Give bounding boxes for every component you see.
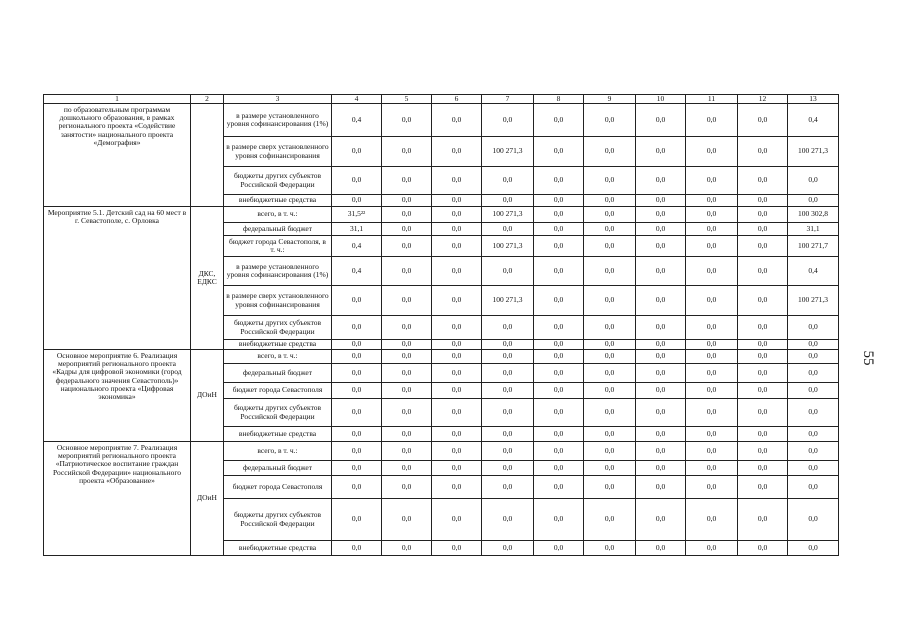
value-cell: 0,0 xyxy=(788,350,839,364)
table-row xyxy=(44,442,839,461)
value-cell: 0,0 xyxy=(534,541,584,556)
value-cell: 0,0 xyxy=(432,316,482,340)
value-cell: 0,0 xyxy=(482,461,534,476)
value-cell: 0,0 xyxy=(332,316,382,340)
value-cell: 0,0 xyxy=(584,461,636,476)
value-cell: 0,0 xyxy=(636,104,686,137)
value-cell: 0,4 xyxy=(332,236,382,257)
value-cell: 0,4 xyxy=(332,257,382,286)
value-cell: 0,0 xyxy=(636,340,686,350)
value-cell: 0,0 xyxy=(534,223,584,236)
value-cell: 0,0 xyxy=(686,236,738,257)
value-cell: 0,0 xyxy=(584,476,636,499)
value-cell: 0,0 xyxy=(332,442,382,461)
responsible-executor: ДКС, ЕДКС xyxy=(191,207,224,350)
value-cell: 0,0 xyxy=(534,383,584,399)
value-cell: 0,0 xyxy=(432,340,482,350)
value-cell: 0,0 xyxy=(636,476,686,499)
value-cell: 0,0 xyxy=(534,364,584,383)
value-cell: 0,0 xyxy=(686,137,738,167)
value-cell: 0,0 xyxy=(584,286,636,316)
value-cell: 0,0 xyxy=(482,350,534,364)
value-cell: 0,0 xyxy=(382,427,432,442)
value-cell: 0,0 xyxy=(332,195,382,207)
value-cell: 0,0 xyxy=(482,104,534,137)
value-cell: 0,0 xyxy=(534,316,584,340)
value-cell: 0,0 xyxy=(382,104,432,137)
value-cell: 0,0 xyxy=(686,383,738,399)
activity-name: Основное мероприятие 7. Реализация мероприятий регионального проекта «Патриотическое воспитание граждан Российской Федерации» национального проекта «Образование» xyxy=(44,442,191,556)
value-cell: 0,0 xyxy=(534,399,584,427)
value-cell: 0,0 xyxy=(686,461,738,476)
value-cell: 0,0 xyxy=(584,442,636,461)
value-cell: 0,0 xyxy=(432,104,482,137)
funding-source: всего, в т. ч.: xyxy=(224,207,332,223)
value-cell: 0,0 xyxy=(738,104,788,137)
value-cell: 0,0 xyxy=(636,383,686,399)
funding-source: в размере установленного уровня софинансирования (1%) xyxy=(224,104,332,137)
funding-source: бюджет города Севастополя xyxy=(224,476,332,499)
value-cell: 0,0 xyxy=(432,399,482,427)
value-cell: 0,0 xyxy=(382,257,432,286)
value-cell: 0,0 xyxy=(432,364,482,383)
funding-source: внебюджетные средства xyxy=(224,427,332,442)
value-cell: 0,0 xyxy=(584,223,636,236)
value-cell: 0,0 xyxy=(382,350,432,364)
value-cell: 0,0 xyxy=(382,236,432,257)
value-cell: 0,0 xyxy=(482,167,534,195)
value-cell: 0,0 xyxy=(432,223,482,236)
value-cell: 0,0 xyxy=(738,316,788,340)
value-cell: 0,0 xyxy=(788,195,839,207)
funding-source: бюджеты других субъектов Российской Федерации xyxy=(224,399,332,427)
value-cell: 0,0 xyxy=(432,207,482,223)
value-cell: 0,0 xyxy=(432,350,482,364)
value-cell: 0,0 xyxy=(636,316,686,340)
funding-source: всего, в т. ч.: xyxy=(224,350,332,364)
value-cell: 0,0 xyxy=(382,476,432,499)
value-cell: 0,0 xyxy=(686,316,738,340)
header-cell: 8 xyxy=(534,95,584,104)
value-cell: 0,0 xyxy=(332,541,382,556)
value-cell: 100 302,8 xyxy=(788,207,839,223)
value-cell: 0,0 xyxy=(738,207,788,223)
value-cell: 0,0 xyxy=(382,167,432,195)
value-cell: 0,0 xyxy=(686,399,738,427)
activity-name: Мероприятие 5.1. Детский сад на 60 мест в г. Севастополе, с. Орловка xyxy=(44,207,191,350)
value-cell: 0,0 xyxy=(636,442,686,461)
funding-source: в размере установленного уровня софинансирования (1%) xyxy=(224,257,332,286)
header-cell: 3 xyxy=(224,95,332,104)
value-cell: 0,0 xyxy=(636,499,686,541)
value-cell: 0,0 xyxy=(482,499,534,541)
value-cell: 0,0 xyxy=(432,541,482,556)
responsible-executor: ДОиН xyxy=(191,350,224,442)
value-cell: 0,0 xyxy=(584,104,636,137)
value-cell: 0,0 xyxy=(584,167,636,195)
value-cell: 0,0 xyxy=(534,104,584,137)
value-cell: 0,0 xyxy=(482,427,534,442)
value-cell: 0,0 xyxy=(482,476,534,499)
value-cell: 0,0 xyxy=(584,427,636,442)
value-cell: 0,0 xyxy=(482,195,534,207)
funding-source: внебюджетные средства xyxy=(224,541,332,556)
value-cell: 0,0 xyxy=(584,399,636,427)
value-cell: 0,0 xyxy=(482,223,534,236)
value-cell: 0,0 xyxy=(382,207,432,223)
value-cell: 0,0 xyxy=(686,364,738,383)
value-cell: 0,0 xyxy=(636,399,686,427)
value-cell: 0,0 xyxy=(636,195,686,207)
value-cell: 0,0 xyxy=(788,476,839,499)
value-cell: 100 271,3 xyxy=(482,207,534,223)
value-cell: 0,0 xyxy=(738,223,788,236)
value-cell: 100 271,3 xyxy=(788,286,839,316)
value-cell: 0,0 xyxy=(738,399,788,427)
value-cell: 0,0 xyxy=(686,427,738,442)
header-cell: 9 xyxy=(584,95,636,104)
value-cell: 0,0 xyxy=(686,195,738,207)
value-cell: 0,0 xyxy=(382,137,432,167)
value-cell: 0,0 xyxy=(738,427,788,442)
value-cell: 0,0 xyxy=(686,223,738,236)
value-cell: 100 271,3 xyxy=(482,137,534,167)
value-cell: 0,0 xyxy=(432,257,482,286)
header-cell: 2 xyxy=(191,95,224,104)
value-cell: 0,0 xyxy=(584,383,636,399)
funding-source: бюджет города Севастополя, в т. ч.: xyxy=(224,236,332,257)
funding-source: федеральный бюджет xyxy=(224,364,332,383)
value-cell: 0,0 xyxy=(584,137,636,167)
value-cell: 0,0 xyxy=(584,350,636,364)
value-cell: 0,0 xyxy=(788,499,839,541)
value-cell: 0,0 xyxy=(432,427,482,442)
value-cell: 0,0 xyxy=(332,340,382,350)
funding-source: всего, в т. ч.: xyxy=(224,442,332,461)
value-cell: 0,0 xyxy=(332,427,382,442)
value-cell: 100 271,3 xyxy=(482,286,534,316)
value-cell: 0,0 xyxy=(584,340,636,350)
value-cell: 0,0 xyxy=(534,442,584,461)
value-cell: 0,0 xyxy=(636,167,686,195)
value-cell: 0,0 xyxy=(788,340,839,350)
responsible-executor: ДОиН xyxy=(191,442,224,556)
value-cell: 0,0 xyxy=(636,137,686,167)
value-cell: 0,0 xyxy=(534,461,584,476)
value-cell: 0,0 xyxy=(332,499,382,541)
value-cell: 0,0 xyxy=(534,340,584,350)
value-cell: 0,0 xyxy=(534,195,584,207)
value-cell: 0,0 xyxy=(738,364,788,383)
value-cell: 0,0 xyxy=(686,476,738,499)
value-cell: 0,0 xyxy=(584,364,636,383)
funding-source: в размере сверх установленного уровня софинансирования xyxy=(224,286,332,316)
value-cell: 0,0 xyxy=(584,499,636,541)
table-row xyxy=(44,104,839,137)
value-cell: 0,0 xyxy=(738,257,788,286)
value-cell: 0,0 xyxy=(432,476,482,499)
value-cell: 0,0 xyxy=(332,461,382,476)
page-number: 55 xyxy=(860,350,876,366)
value-cell: 0,0 xyxy=(584,195,636,207)
value-cell: 0,0 xyxy=(332,167,382,195)
value-cell: 0,0 xyxy=(432,499,482,541)
value-cell: 0,0 xyxy=(432,461,482,476)
activity-name: Основное мероприятие 6. Реализация мероприятий регионального проекта «Кадры для цифровой экономики (город федерального значения Севастополь)» национального проекта «Цифровая экономика» xyxy=(44,350,191,442)
value-cell: 0,0 xyxy=(534,476,584,499)
funding-source: бюджеты других субъектов Российской Федерации xyxy=(224,167,332,195)
value-cell: 0,0 xyxy=(382,541,432,556)
value-cell: 0,0 xyxy=(584,257,636,286)
value-cell: 0,0 xyxy=(788,364,839,383)
value-cell: 0,0 xyxy=(534,137,584,167)
funding-source: федеральный бюджет xyxy=(224,223,332,236)
value-cell: 0,4 xyxy=(788,257,839,286)
value-cell: 31,1 xyxy=(788,223,839,236)
value-cell: 0,0 xyxy=(332,286,382,316)
header-row xyxy=(44,95,839,104)
value-cell: 0,0 xyxy=(636,541,686,556)
value-cell: 0,0 xyxy=(432,137,482,167)
value-cell: 0,0 xyxy=(382,286,432,316)
header-cell: 6 xyxy=(432,95,482,104)
value-cell: 0,0 xyxy=(432,195,482,207)
funding-source: внебюджетные средства xyxy=(224,195,332,207)
value-cell: 31,1 xyxy=(332,223,382,236)
value-cell: 0,0 xyxy=(332,350,382,364)
value-cell: 100 271,7 xyxy=(788,236,839,257)
value-cell: 0,0 xyxy=(382,316,432,340)
value-cell: 0,0 xyxy=(636,223,686,236)
value-cell: 0,0 xyxy=(788,167,839,195)
value-cell: 0,0 xyxy=(584,236,636,257)
funding-source: бюджеты других субъектов Российской Федерации xyxy=(224,316,332,340)
header-cell: 5 xyxy=(382,95,432,104)
header-cell: 11 xyxy=(686,95,738,104)
value-cell: 31,5²² xyxy=(332,207,382,223)
value-cell: 0,0 xyxy=(482,399,534,427)
value-cell: 0,0 xyxy=(382,340,432,350)
value-cell: 0,0 xyxy=(332,137,382,167)
value-cell: 0,0 xyxy=(534,236,584,257)
header-cell: 7 xyxy=(482,95,534,104)
value-cell: 100 271,3 xyxy=(482,236,534,257)
value-cell: 0,0 xyxy=(686,257,738,286)
value-cell: 0,0 xyxy=(584,541,636,556)
value-cell: 0,0 xyxy=(482,340,534,350)
value-cell: 0,0 xyxy=(382,499,432,541)
funding-source: бюджет города Севастополя xyxy=(224,383,332,399)
value-cell: 0,0 xyxy=(584,316,636,340)
value-cell: 0,0 xyxy=(686,340,738,350)
value-cell: 0,0 xyxy=(738,476,788,499)
value-cell: 0,0 xyxy=(738,383,788,399)
activity-name: по образовательным программам дошкольного образования, в рамках регионального проекта «Содействие занятости» национального проекта «Демография» xyxy=(44,104,191,207)
value-cell: 0,0 xyxy=(686,541,738,556)
budget-table xyxy=(43,94,839,556)
value-cell: 0,0 xyxy=(432,286,482,316)
value-cell: 0,0 xyxy=(686,442,738,461)
value-cell: 0,0 xyxy=(534,286,584,316)
value-cell: 0,0 xyxy=(686,207,738,223)
value-cell: 0,0 xyxy=(636,427,686,442)
funding-source: в размере сверх установленного уровня софинансирования xyxy=(224,137,332,167)
value-cell: 0,0 xyxy=(686,350,738,364)
funding-source: федеральный бюджет xyxy=(224,461,332,476)
value-cell: 0,0 xyxy=(636,350,686,364)
header-cell: 12 xyxy=(738,95,788,104)
funding-source: бюджеты других субъектов Российской Федерации xyxy=(224,499,332,541)
value-cell: 0,0 xyxy=(382,195,432,207)
value-cell: 0,0 xyxy=(432,236,482,257)
value-cell: 0,0 xyxy=(738,541,788,556)
value-cell: 0,0 xyxy=(534,499,584,541)
value-cell: 0,0 xyxy=(788,399,839,427)
header-cell: 1 xyxy=(44,95,191,104)
value-cell: 0,0 xyxy=(738,461,788,476)
value-cell: 0,0 xyxy=(482,383,534,399)
value-cell: 0,0 xyxy=(432,167,482,195)
value-cell: 0,0 xyxy=(636,236,686,257)
value-cell: 0,0 xyxy=(738,442,788,461)
value-cell: 0,0 xyxy=(534,257,584,286)
value-cell: 0,0 xyxy=(534,427,584,442)
value-cell: 0,0 xyxy=(534,167,584,195)
value-cell: 0,0 xyxy=(788,442,839,461)
value-cell: 0,0 xyxy=(482,541,534,556)
header-cell: 13 xyxy=(788,95,839,104)
value-cell: 0,0 xyxy=(738,167,788,195)
value-cell: 0,0 xyxy=(332,383,382,399)
value-cell: 0,0 xyxy=(482,257,534,286)
table-row xyxy=(44,207,839,223)
value-cell: 0,0 xyxy=(788,427,839,442)
value-cell: 0,0 xyxy=(738,286,788,316)
value-cell: 0,4 xyxy=(332,104,382,137)
value-cell: 0,0 xyxy=(738,195,788,207)
value-cell: 0,0 xyxy=(382,461,432,476)
value-cell: 0,0 xyxy=(382,364,432,383)
value-cell: 0,0 xyxy=(788,461,839,476)
value-cell: 0,0 xyxy=(332,476,382,499)
value-cell: 0,0 xyxy=(788,383,839,399)
value-cell: 0,0 xyxy=(636,207,686,223)
value-cell: 0,0 xyxy=(382,223,432,236)
value-cell: 100 271,3 xyxy=(788,137,839,167)
header-cell: 10 xyxy=(636,95,686,104)
value-cell: 0,0 xyxy=(534,350,584,364)
responsible-executor xyxy=(191,104,224,207)
funding-source: внебюджетные средства xyxy=(224,340,332,350)
value-cell: 0,0 xyxy=(332,399,382,427)
value-cell: 0,0 xyxy=(432,442,482,461)
value-cell: 0,0 xyxy=(382,399,432,427)
value-cell: 0,0 xyxy=(738,137,788,167)
value-cell: 0,4 xyxy=(788,104,839,137)
value-cell: 0,0 xyxy=(636,286,686,316)
value-cell: 0,0 xyxy=(482,442,534,461)
value-cell: 0,0 xyxy=(382,383,432,399)
value-cell: 0,0 xyxy=(534,207,584,223)
value-cell: 0,0 xyxy=(738,499,788,541)
value-cell: 0,0 xyxy=(482,316,534,340)
budget-table-sheet xyxy=(43,94,838,613)
value-cell: 0,0 xyxy=(584,207,636,223)
value-cell: 0,0 xyxy=(738,340,788,350)
table-row xyxy=(44,350,839,364)
value-cell: 0,0 xyxy=(686,167,738,195)
value-cell: 0,0 xyxy=(382,442,432,461)
value-cell: 0,0 xyxy=(636,257,686,286)
value-cell: 0,0 xyxy=(636,461,686,476)
value-cell: 0,0 xyxy=(686,286,738,316)
value-cell: 0,0 xyxy=(332,364,382,383)
value-cell: 0,0 xyxy=(432,383,482,399)
value-cell: 0,0 xyxy=(788,316,839,340)
value-cell: 0,0 xyxy=(636,364,686,383)
value-cell: 0,0 xyxy=(482,364,534,383)
value-cell: 0,0 xyxy=(738,236,788,257)
value-cell: 0,0 xyxy=(788,541,839,556)
value-cell: 0,0 xyxy=(686,104,738,137)
header-cell: 4 xyxy=(332,95,382,104)
value-cell: 0,0 xyxy=(738,350,788,364)
value-cell: 0,0 xyxy=(686,499,738,541)
